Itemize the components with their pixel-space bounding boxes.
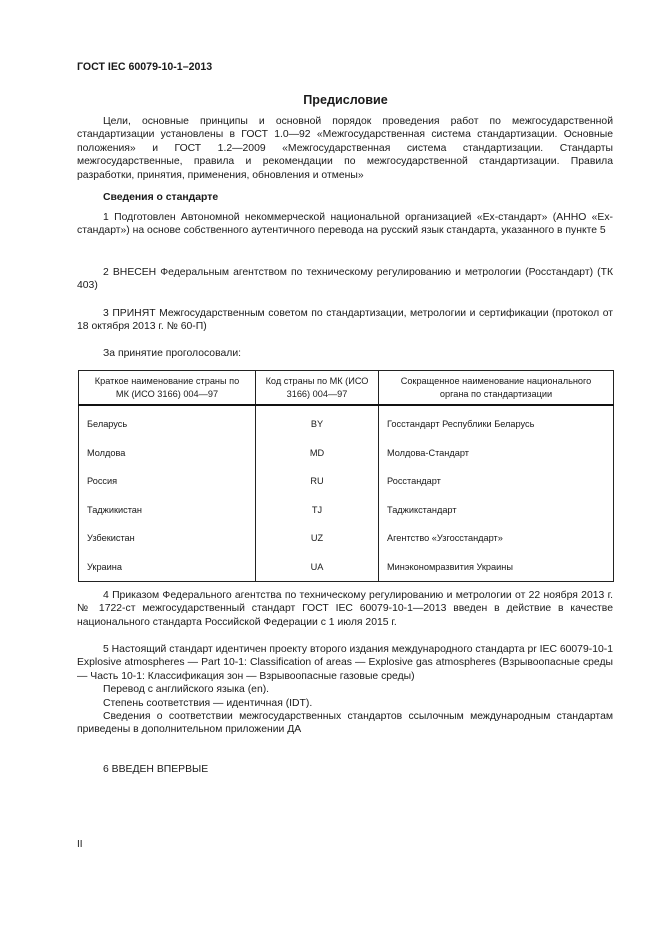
item-2-text: 2 ВНЕСЕН Федеральным агентством по техническому регулированию и метрологии (Росстандарт) (ТК 403) xyxy=(77,267,613,292)
cell-body: Минэкономразвития Украины xyxy=(379,553,614,582)
table-row xyxy=(79,467,614,496)
table-header-row xyxy=(79,371,614,406)
refs-note xyxy=(77,710,613,737)
page-title: Предисловие xyxy=(303,93,388,107)
page-number: II xyxy=(77,839,83,850)
section-heading: Сведения о стандарте xyxy=(103,192,219,203)
item-3-text: 3 ПРИНЯТ Межгосударственным советом по стандартизации, метрологии и сертификации (протокол от 18 октября 2013 г. № 60-П) xyxy=(77,308,613,333)
cell-code: TJ xyxy=(256,496,379,525)
item-1-text: 1 Подготовлен Автономной некоммерческой национальной организацией «Ех-стандарт» (АННО «Ех-стандарт») на основе собственного аутентичного перевода на русский язык стандарта, указанного в пункте 5 xyxy=(77,212,613,237)
cell-body: Молдова-Стандарт xyxy=(379,439,614,468)
cell-country: Россия xyxy=(79,467,256,496)
cell-code: BY xyxy=(256,405,379,439)
voting-table xyxy=(78,370,614,582)
cell-code: UZ xyxy=(256,524,379,553)
header-body: Сокращенное наименование национального органа по стандартизации xyxy=(379,371,614,406)
table-row xyxy=(79,524,614,553)
cell-body: Росстандарт xyxy=(379,467,614,496)
item-2 xyxy=(77,266,613,293)
item-5 xyxy=(77,643,613,683)
intro-paragraph xyxy=(77,115,613,182)
cell-body: Таджикстандарт xyxy=(379,496,614,525)
document-code-header: ГОСТ IEC 60079-10-1–2013 xyxy=(77,61,213,73)
cell-code: RU xyxy=(256,467,379,496)
item-1 xyxy=(77,211,613,238)
cell-code: MD xyxy=(256,439,379,468)
table-row xyxy=(79,405,614,439)
header-country: Краткое наименование страны по МК (ИСО 3166) 004—97 xyxy=(79,371,256,406)
cell-country: Беларусь xyxy=(79,405,256,439)
table-row xyxy=(79,496,614,525)
cell-country: Молдова xyxy=(79,439,256,468)
intro-text: Цели, основные принципы и основной порядок проведения работ по межгосударственной стандартизации установлены в ГОСТ 1.0—92 «Межгосударственная система стандартизации. Основные положения» и ГОСТ 1.2—2009 «Межгосударственная система стандартизации. Стандарты межгосударственные, правила и рекомендации по межгосударственной стандартизации. Правила разработки, принятия, применения, обновления и отмены» xyxy=(77,116,613,181)
cell-body: Агентство «Узгосстандарт» xyxy=(379,524,614,553)
table-row xyxy=(79,553,614,582)
degree-note: Степень соответствия — идентичная (IDT). xyxy=(103,698,313,709)
header-code: Код страны по МК (ИСО 3166) 004—97 xyxy=(256,371,379,406)
cell-body: Госстандарт Республики Беларусь xyxy=(379,405,614,439)
cell-country: Узбекистан xyxy=(79,524,256,553)
cell-country: Украина xyxy=(79,553,256,582)
cell-country: Таджикистан xyxy=(79,496,256,525)
item-3 xyxy=(77,307,613,334)
item-4-text: 4 Приказом Федерального агентства по техническому регулированию и метрологии от 22 ноября 2013 г. № 1722-ст межгосударственный стандарт ГОСТ IEC 60079-10-1—2013 введен в действие в качестве национального стандарта Российской Федерации с 1 июля 2015 г. xyxy=(77,590,613,628)
item-4 xyxy=(77,589,613,629)
table-row xyxy=(79,439,614,468)
item-6: 6 ВВЕДЕН ВПЕРВЫЕ xyxy=(103,764,209,775)
voted-label: За принятие проголосовали: xyxy=(103,348,242,359)
item-5-text: 5 Настоящий стандарт идентичен проекту второго издания международного стандарта pr IEC 60079-10-1 Explosive atmospheres — Part 10-1: Classification of areas — Explosive gas atmospheres (Взрывоопасные среды — Часть 10-1: Классификация зон — Взрывоопасные газовые среды) xyxy=(77,644,613,682)
translation-note: Перевод с английского языка (en). xyxy=(103,684,270,695)
refs-note-text: Сведения о соответствии межгосударственных стандартов ссылочным международным стандартам приведены в дополнительном приложении ДА xyxy=(77,711,613,736)
cell-code: UA xyxy=(256,553,379,582)
